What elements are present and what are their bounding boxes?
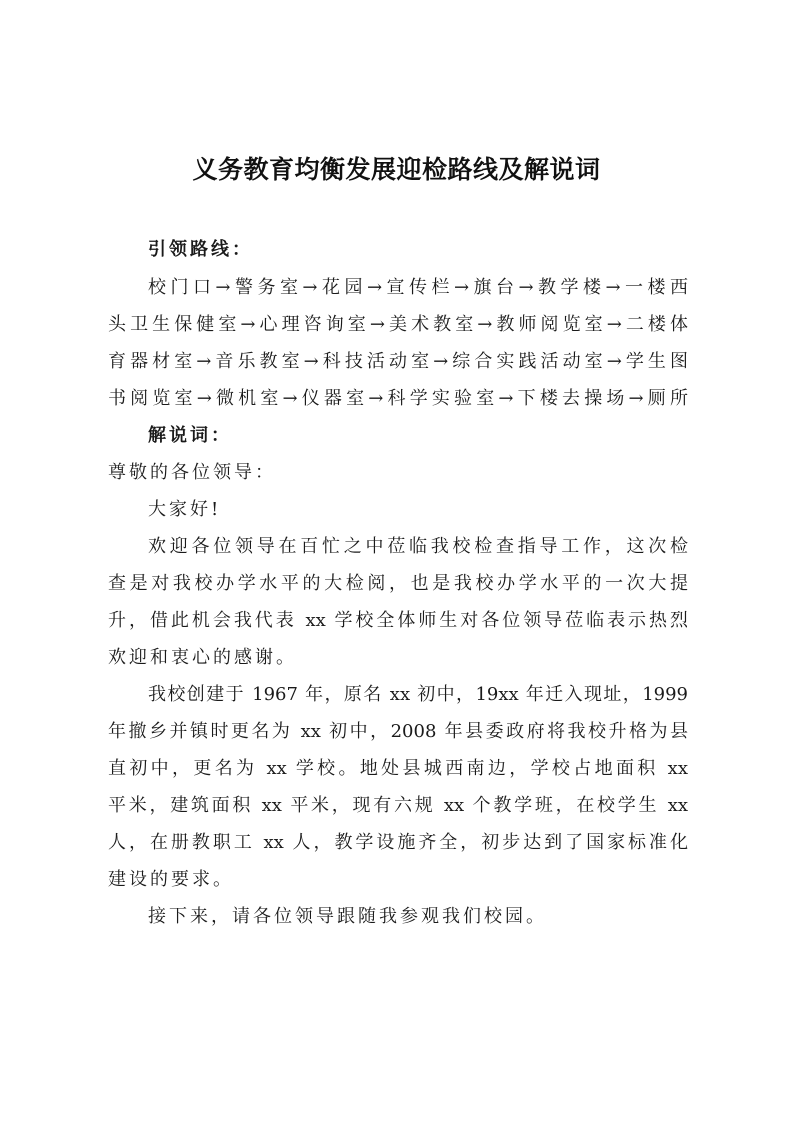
route-line: 育器材室→音乐教室→科技活动室→综合实践活动室→学生图 xyxy=(108,351,688,372)
paragraph-line: 欢迎各位领导在百忙之中莅临我校检查指导工作，这次检 xyxy=(148,536,688,557)
paragraph-line: 直初中，更名为 xx 学校。地处县城西南边，学校占地面积 xx xyxy=(108,758,688,779)
paragraph-line: 人，在册教职工 xx 人，教学设施齐全，初步达到了国家标准化 xyxy=(108,832,688,853)
route-line: 书阅览室→微机室→仪器室→科学实验室→下楼去操场→厕所 xyxy=(108,388,688,409)
route-line: 校门口→警务室→花园→宣传栏→旗台→教学楼→一楼西 xyxy=(148,277,688,298)
paragraph-line: 欢迎和衷心的感谢。 xyxy=(108,647,297,668)
paragraph-line: 查是对我校办学水平的大检阅，也是我校办学水平的一次大提 xyxy=(108,573,688,594)
paragraph-line: 我校创建于 1967 年，原名 xx 初中，19xx 年迁入现址，1999 xyxy=(148,684,688,705)
speech-heading: 解说词： xyxy=(148,425,232,446)
paragraph-line: 年撤乡并镇时更名为 xx 初中，2008 年县委政府将我校升格为县 xyxy=(108,721,688,742)
route-line: 头卫生保健室→心理咨询室→美术教室→教师阅览室→二楼体 xyxy=(108,314,688,335)
closing-line: 接下来，请各位领导跟随我参观我们校园。 xyxy=(148,906,547,927)
salutation: 尊敬的各位领导： xyxy=(108,462,276,483)
paragraph-line: 建设的要求。 xyxy=(108,869,234,890)
paragraph-line: 平米，建筑面积 xx 平米，现有六规 xx 个教学班，在校学生 xx xyxy=(108,795,688,816)
route-heading: 引领路线： xyxy=(148,239,253,260)
greeting: 大家好! xyxy=(148,499,222,520)
document-title: 义务教育均衡发展迎检路线及解说词 xyxy=(192,155,601,184)
paragraph-line: 升，借此机会我代表 xx 学校全体师生对各位领导莅临表示热烈 xyxy=(108,610,688,631)
